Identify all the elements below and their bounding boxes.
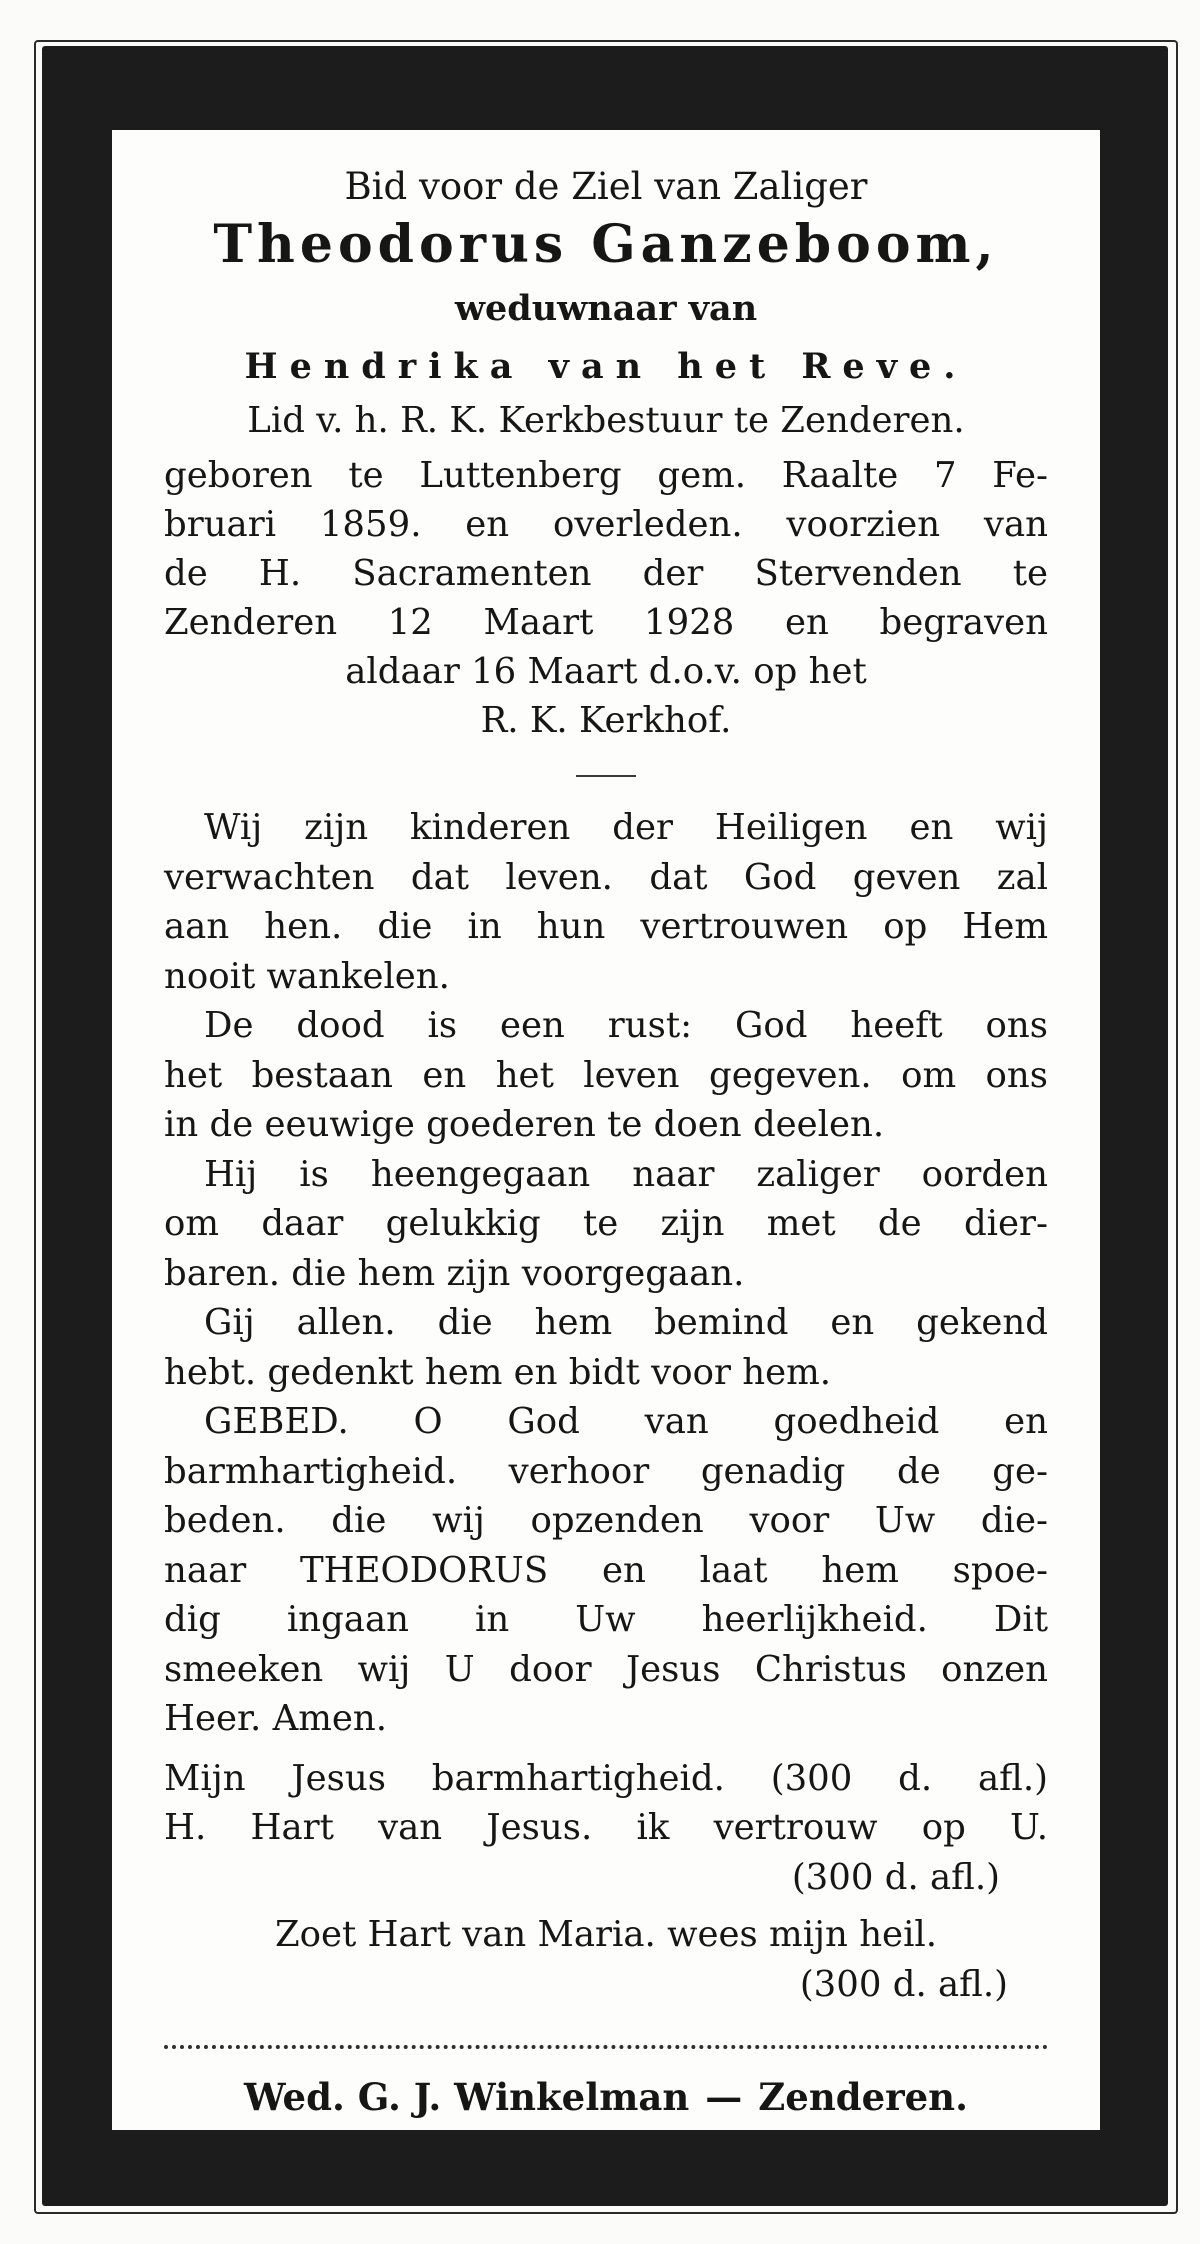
prayer-line: GEBED. O God van goedheid en <box>204 1401 1048 1442</box>
deceased-name: Theodorus Ganzeboom, <box>213 214 999 275</box>
text-line: nooit wankelen. <box>164 955 450 997</box>
dotted-divider <box>164 2045 1048 2049</box>
publisher-dash: — <box>705 2075 743 2119</box>
text-line: het bestaan en het leven gegeven. om ons <box>164 1054 1048 1096</box>
text-line: verwachten dat leven. dat God geven zal <box>164 856 1048 898</box>
text-line: De dood is een rust: God heeft ons <box>204 1005 1048 1046</box>
prayer-line: beden. die wij opzenden voor Uw die- <box>164 1500 1048 1541</box>
spouse-name: Hendrika van het Reve. <box>244 346 968 387</box>
biography-line: de H. Sacramenten der Stervenden te <box>164 553 1048 594</box>
membership-line: Lid v. h. R. K. Kerkbestuur te Zenderen. <box>247 400 965 441</box>
intro-line: Bid voor de Ziel van Zaliger <box>344 165 868 208</box>
biography-line: R. K. Kerkhof. <box>480 700 732 741</box>
text-line: aan hen. die in hun vertrouwen op Hem <box>164 906 1048 947</box>
text-line: in de eeuwige goederen te doen deelen. <box>164 1104 885 1145</box>
relation-line: weduwnaar van <box>454 288 758 329</box>
text-line: Wij zijn kinderen der Heiligen en wij <box>204 807 1048 848</box>
indulgence-line: Zoet Hart van Maria. wees mijn heil. <box>274 1914 938 1955</box>
indulgence-line: (300 d. afl.) <box>791 1856 1000 1898</box>
mourning-card-border <box>42 46 1168 2206</box>
prayer-line: Heer. Amen. <box>164 1698 388 1739</box>
publisher-imprint <box>164 2069 1048 2125</box>
text-line: hebt. gedenkt hem en bidt voor hem. <box>164 1351 832 1393</box>
prayer-card <box>112 130 1100 2130</box>
text-line: baren. die hem zijn voorgegaan. <box>164 1252 745 1294</box>
biography <box>164 451 1048 745</box>
biography-line: bruari 1859. en overleden. voorzien van <box>164 504 1048 545</box>
indulgence-line: Mijn Jesus barmhartigheid. (300 d. afl.) <box>164 1757 1048 1799</box>
prayer-line: smeeken wij U door Jesus Christus onzen <box>164 1648 1048 1690</box>
indulgences <box>164 1754 1048 2010</box>
indulgence-line: H. Hart van Jesus. ik vertrouw op U. <box>164 1807 1048 1848</box>
prayer-line: naar THEODORUS en laat hem spoe- <box>164 1549 1048 1591</box>
spacer <box>164 1744 1048 1754</box>
meditation-text <box>164 803 1048 1744</box>
publisher-place: Zenderen. <box>758 2075 968 2119</box>
text-line: om daar gelukkig te zijn met de dier- <box>164 1203 1048 1244</box>
text-line: Gij allen. die hem bemind en gekend <box>204 1302 1048 1343</box>
prayer-line: barmhartigheid. verhoor genadig de ge- <box>164 1450 1048 1492</box>
text-line: Hij is heengegaan naar zaliger oorden <box>204 1153 1048 1195</box>
biography-line: geboren te Luttenberg gem. Raalte 7 Fe- <box>164 455 1048 496</box>
biography-line: aldaar 16 Maart d.o.v. op het <box>345 651 867 692</box>
biography-line: Zenderen 12 Maart 1928 en begraven <box>164 602 1048 643</box>
prayer-line: dig ingaan in Uw heerlijkheid. Dit <box>164 1599 1048 1640</box>
publisher-name: Wed. G. J. Winkelman <box>244 2075 690 2119</box>
separator-rule <box>576 775 636 777</box>
indulgence-line: (300 d. afl.) <box>799 1963 1008 2005</box>
